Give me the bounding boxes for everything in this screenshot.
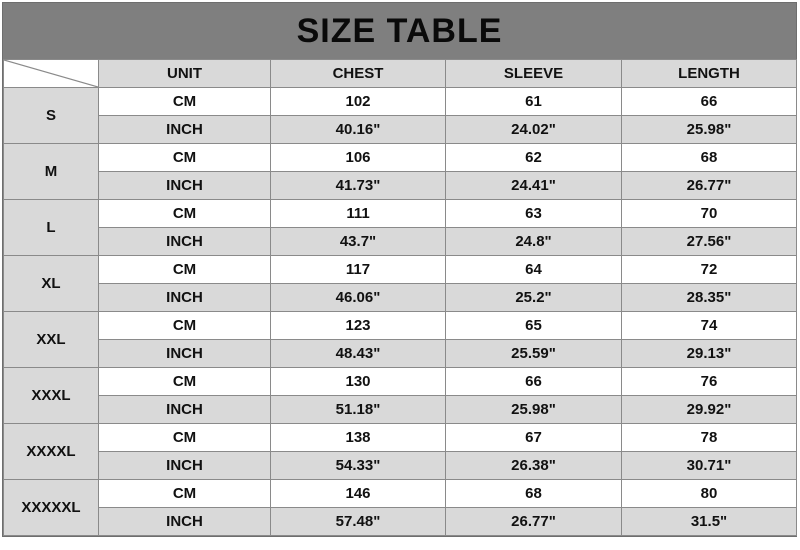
sleeve-cm-value-xxxxxl: 68 <box>446 480 622 508</box>
row-xxxxxl-cm <box>4 480 797 508</box>
unit-cell-xxxxl-inch: INCH <box>99 452 271 480</box>
row-s-inch <box>4 116 797 144</box>
unit-cell-m-inch: INCH <box>99 172 271 200</box>
row-xl-inch <box>4 284 797 312</box>
row-xxxl-inch <box>4 396 797 424</box>
sleeve-inch-value-l: 24.8" <box>446 228 622 256</box>
unit-cell-l-inch: INCH <box>99 228 271 256</box>
length-inch-value-m: 26.77" <box>622 172 797 200</box>
chest-cm-value-m: 106 <box>271 144 446 172</box>
size-label-xl: XL <box>4 256 99 312</box>
chest-inch-value-xxl: 48.43" <box>271 340 446 368</box>
length-inch-value-xxxl: 29.92" <box>622 396 797 424</box>
chest-cm-value-xxl: 123 <box>271 312 446 340</box>
size-table-body <box>4 88 797 536</box>
unit-cell-xl-inch: INCH <box>99 284 271 312</box>
length-cm-value-l: 70 <box>622 200 797 228</box>
length-cm-value-xxxl: 76 <box>622 368 797 396</box>
size-label-xxxxl: XXXXL <box>4 424 99 480</box>
unit-cell-s-cm: CM <box>99 88 271 116</box>
unit-cell-xxxxxl-cm: CM <box>99 480 271 508</box>
row-xxl-cm <box>4 312 797 340</box>
size-label-xxxl: XXXL <box>4 368 99 424</box>
chest-cm-value-l: 111 <box>271 200 446 228</box>
unit-cell-xxxl-inch: INCH <box>99 396 271 424</box>
size-table <box>3 59 797 536</box>
column-header-unit: UNIT <box>99 60 271 88</box>
diagonal-line <box>4 60 98 87</box>
row-xxxl-cm <box>4 368 797 396</box>
length-cm-value-s: 66 <box>622 88 797 116</box>
sleeve-inch-value-m: 24.41" <box>446 172 622 200</box>
size-label-l: L <box>4 200 99 256</box>
table-title: SIZE TABLE <box>3 3 796 59</box>
row-xxxxxl-inch <box>4 508 797 536</box>
size-label-m: M <box>4 144 99 200</box>
length-inch-value-xl: 28.35" <box>622 284 797 312</box>
chest-inch-value-xl: 46.06" <box>271 284 446 312</box>
length-inch-value-xxxxl: 30.71" <box>622 452 797 480</box>
sleeve-cm-value-xxl: 65 <box>446 312 622 340</box>
sleeve-inch-value-s: 24.02" <box>446 116 622 144</box>
unit-cell-xxxl-cm: CM <box>99 368 271 396</box>
row-l-cm <box>4 200 797 228</box>
chest-inch-value-s: 40.16" <box>271 116 446 144</box>
sleeve-inch-value-xxxxxl: 26.77" <box>446 508 622 536</box>
chest-inch-value-m: 41.73" <box>271 172 446 200</box>
sleeve-inch-value-xxxxl: 26.38" <box>446 452 622 480</box>
unit-cell-m-cm: CM <box>99 144 271 172</box>
sleeve-cm-value-m: 62 <box>446 144 622 172</box>
length-inch-value-l: 27.56" <box>622 228 797 256</box>
row-xl-cm <box>4 256 797 284</box>
row-m-inch <box>4 172 797 200</box>
sleeve-inch-value-xl: 25.2" <box>446 284 622 312</box>
length-cm-value-xxxxxl: 80 <box>622 480 797 508</box>
chest-cm-value-xl: 117 <box>271 256 446 284</box>
sleeve-cm-value-xxxl: 66 <box>446 368 622 396</box>
unit-cell-xl-cm: CM <box>99 256 271 284</box>
unit-cell-l-cm: CM <box>99 200 271 228</box>
unit-cell-s-inch: INCH <box>99 116 271 144</box>
chest-cm-value-xxxxl: 138 <box>271 424 446 452</box>
size-label-xxl: XXL <box>4 312 99 368</box>
length-cm-value-xxxxl: 78 <box>622 424 797 452</box>
length-inch-value-xxl: 29.13" <box>622 340 797 368</box>
row-l-inch <box>4 228 797 256</box>
chest-cm-value-xxxl: 130 <box>271 368 446 396</box>
sleeve-inch-value-xxxl: 25.98" <box>446 396 622 424</box>
row-xxxxl-inch <box>4 452 797 480</box>
unit-cell-xxl-cm: CM <box>99 312 271 340</box>
diagonal-corner-cell <box>4 60 99 88</box>
length-inch-value-xxxxxl: 31.5" <box>622 508 797 536</box>
size-label-s: S <box>4 88 99 144</box>
unit-cell-xxxxl-cm: CM <box>99 424 271 452</box>
chest-inch-value-xxxxl: 54.33" <box>271 452 446 480</box>
sleeve-cm-value-s: 61 <box>446 88 622 116</box>
length-inch-value-s: 25.98" <box>622 116 797 144</box>
unit-cell-xxl-inch: INCH <box>99 340 271 368</box>
length-cm-value-m: 68 <box>622 144 797 172</box>
row-xxxxl-cm <box>4 424 797 452</box>
row-m-cm <box>4 144 797 172</box>
unit-cell-xxxxxl-inch: INCH <box>99 508 271 536</box>
sleeve-inch-value-xxl: 25.59" <box>446 340 622 368</box>
chest-inch-value-xxxxxl: 57.48" <box>271 508 446 536</box>
header-row <box>4 60 797 88</box>
column-header-sleeve: SLEEVE <box>446 60 622 88</box>
chest-inch-value-l: 43.7" <box>271 228 446 256</box>
length-cm-value-xl: 72 <box>622 256 797 284</box>
size-table-sheet <box>2 2 797 537</box>
column-header-length: LENGTH <box>622 60 797 88</box>
sleeve-cm-value-xl: 64 <box>446 256 622 284</box>
chest-inch-value-xxxl: 51.18" <box>271 396 446 424</box>
size-label-xxxxxl: XXXXXL <box>4 480 99 536</box>
row-xxl-inch <box>4 340 797 368</box>
length-cm-value-xxl: 74 <box>622 312 797 340</box>
row-s-cm <box>4 88 797 116</box>
sleeve-cm-value-l: 63 <box>446 200 622 228</box>
chest-cm-value-xxxxxl: 146 <box>271 480 446 508</box>
sleeve-cm-value-xxxxl: 67 <box>446 424 622 452</box>
chest-cm-value-s: 102 <box>271 88 446 116</box>
column-header-chest: CHEST <box>271 60 446 88</box>
